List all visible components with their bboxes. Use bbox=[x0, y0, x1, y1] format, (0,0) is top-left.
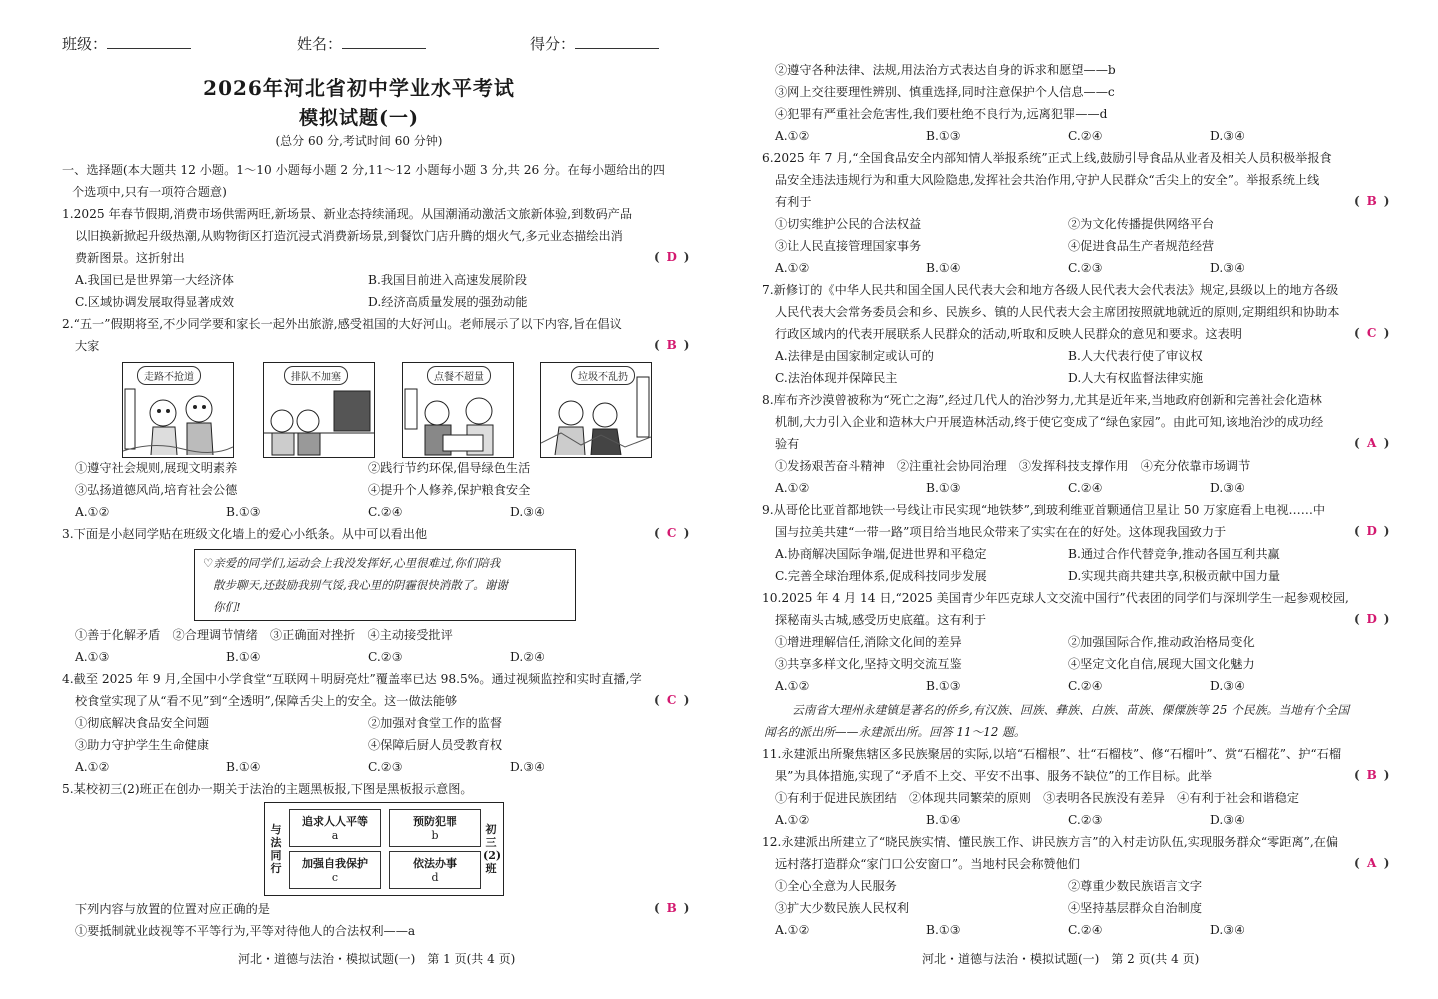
cartoon-caption: 点餐不超量 bbox=[427, 366, 491, 385]
question-text: 4.截至 2025 年 9 月,全国中小学食堂“互联网＋明厨亮灶”覆盖率已达 98.5%。通过视频监控和实时直播,学 bbox=[62, 672, 642, 686]
section-instructions: 一、选择题(本大题共 12 小题。1～10 小题每小题 2 分,11～12 小题每小题 3 分,共 26 分。在每小题给出的四 bbox=[62, 163, 665, 177]
question-text: 人民代表大会常务委员会和乡、民族乡、镇的人民代表大会主席团按照就地就近的原则,定期组织和协助本 bbox=[775, 305, 1340, 319]
option: C.②④ bbox=[1068, 129, 1103, 143]
option: A.我国已是世界第一大经济体 bbox=[75, 273, 234, 287]
note-line: 你们! bbox=[213, 600, 241, 614]
question-text: 果”为具体措施,实现了“矛盾不上交、平安不出事、服务不缺位”的工作目标。此举 bbox=[775, 769, 1212, 783]
answer-bracket: ( C ) bbox=[1354, 326, 1390, 340]
answer-bracket: ( D ) bbox=[1354, 612, 1390, 626]
option: C.②③ bbox=[368, 650, 403, 664]
question-text: 有利于 bbox=[775, 195, 812, 209]
statement-item: ①增进理解信任,消除文化间的差异 bbox=[775, 635, 962, 649]
board-side-right: 初三(2)班 bbox=[483, 823, 502, 875]
option: A.①② bbox=[775, 679, 810, 693]
option: D.③④ bbox=[1210, 923, 1246, 937]
statement-item: ②践行节约环保,倡导绿色生活 bbox=[368, 461, 531, 475]
cartoon-panel-3 bbox=[402, 362, 514, 458]
note-line: 散步聊天,还鼓励我别气馁,我心里的阴霾很快消散了。谢谢 bbox=[213, 578, 508, 592]
love-note-box bbox=[194, 549, 576, 621]
option: A.①② bbox=[775, 261, 810, 275]
class-blank[interactable] bbox=[107, 32, 191, 49]
statement-items: ①善于化解矛盾 ②合理调节情绪 ③正确面对挫折 ④主动接受批评 bbox=[75, 628, 453, 642]
option: A.①② bbox=[775, 923, 810, 937]
score-label: 得分： bbox=[530, 35, 576, 53]
question-text: 以旧换新掀起升级热潮,从购物街区打造沉浸式消费新场景,到餐饮门店升腾的烟火气,多元业态描绘出消 bbox=[75, 229, 623, 243]
answer-bracket: ( C ) bbox=[654, 693, 690, 707]
option: B.通过合作代替竞争,推动各国互利共赢 bbox=[1068, 547, 1280, 561]
exam-subtitle: 模拟试题(一) bbox=[299, 107, 419, 129]
question-text: 国与拉美共建“一带一路”项目给当地民众带来了实实在在的好处。这体现我国致力于 bbox=[775, 525, 1227, 539]
statement-item: ①彻底解决食品安全问题 bbox=[75, 716, 210, 730]
option: D.③④ bbox=[1210, 679, 1246, 693]
question-text: 6.2025 年 7 月,“全国食品安全内部知情人举报系统”正式上线,鼓励引导食品从业者及相关人员积极举报食 bbox=[762, 151, 1332, 165]
statement-item: ④促进食品生产者规范经营 bbox=[1068, 239, 1215, 253]
option: D.③④ bbox=[1210, 261, 1246, 275]
exam-page-2 bbox=[722, 0, 1438, 999]
answer-bracket: ( B ) bbox=[654, 901, 690, 915]
answer-bracket: ( A ) bbox=[1354, 436, 1390, 450]
cartoon-caption: 走路不抢道 bbox=[137, 366, 201, 385]
score-field[interactable] bbox=[530, 32, 659, 54]
option: C.区域协调发展取得显著成效 bbox=[75, 295, 235, 309]
option: B.①③ bbox=[926, 679, 961, 693]
statement-item: ①全心全意为人民服务 bbox=[775, 879, 897, 893]
answer-bracket: ( A ) bbox=[1354, 856, 1390, 870]
option: A.①② bbox=[75, 505, 110, 519]
question-text: 费新图景。这折射出 bbox=[75, 251, 185, 265]
statement-item: ④提升个人修养,保护粮食安全 bbox=[368, 483, 531, 497]
answer-bracket: ( D ) bbox=[654, 250, 690, 264]
class-label: 班级： bbox=[62, 35, 108, 53]
name-blank[interactable] bbox=[342, 32, 426, 49]
question-text: 下列内容与放置的位置对应正确的是 bbox=[75, 902, 270, 916]
option: B.①④ bbox=[926, 261, 961, 275]
board-cell-d: 依法办事 d bbox=[389, 851, 481, 889]
option: D.③④ bbox=[1210, 813, 1246, 827]
question-text: 12.永建派出所建立了“晓民族实情、懂民族工作、讲民族方言”的入村走访队伍,实现服务群众“零距离”,在偏 bbox=[762, 835, 1339, 849]
option: B.①④ bbox=[926, 813, 961, 827]
question-text: 11.永建派出所聚焦辖区多民族聚居的实际,以培“石榴根”、壮“石榴枝”、修“石榴叶”、赏“石榴花”、护“石榴 bbox=[762, 747, 1342, 761]
option: A.①② bbox=[75, 760, 110, 774]
material-intro: 云南省大理州永建镇是著名的侨乡,有汉族、回族、彝族、白族、苗族、傈僳族等 25 个民族。当地有个全国 bbox=[792, 703, 1350, 717]
option: A.①② bbox=[775, 481, 810, 495]
question-text: 5.某校初三(2)班正在创办一期关于法治的主题黑板报,下图是黑板报示意图。 bbox=[62, 782, 473, 796]
section-instructions: 个选项中,只有一项符合题意) bbox=[72, 185, 227, 199]
statement-item: ④犯罪有严重社会危害性,我们要杜绝不良行为,远离犯罪——d bbox=[775, 107, 1108, 121]
statement-item: ④坚持基层群众自治制度 bbox=[1068, 901, 1203, 915]
answer-bracket: ( D ) bbox=[1354, 524, 1390, 538]
statement-item: ③共享多样文化,坚持文明交流互鉴 bbox=[775, 657, 962, 671]
cartoon-caption: 垃圾不乱扔 bbox=[571, 366, 635, 385]
question-text: 10.2025 年 4 月 14 日,“2025 美国青少年匹克球人文交流中国行”代表团的同学们与深圳学生一起参观校园, bbox=[762, 591, 1349, 605]
answer-bracket: ( C ) bbox=[654, 526, 690, 540]
statement-item: ③让人民直接管理国家事务 bbox=[775, 239, 922, 253]
statement-item: ①切实维护公民的合法权益 bbox=[775, 217, 922, 231]
exam-info: (总分 60 分,考试时间 60 分钟) bbox=[275, 134, 443, 148]
statement-item: ①要抵制就业歧视等不平等行为,平等对待他人的合法权利——a bbox=[75, 924, 416, 938]
question-text: 远村落打造群众“家门口公安窗口”。当地村民会称赞他们 bbox=[775, 857, 1080, 871]
statement-item: ①遵守社会规则,展现文明素养 bbox=[75, 461, 238, 475]
answer-bracket: ( B ) bbox=[1354, 768, 1390, 782]
question-text: 验有 bbox=[775, 437, 800, 451]
question-text: 1.2025 年春节假期,消费市场供需两旺,新场景、新业态持续涌现。从国潮涌动激活文旅新体验,到数码产品 bbox=[62, 207, 633, 221]
question-text: 品安全违法违规行为和重大风险隐患,发挥社会共治作用,守护人民群众“舌尖上的安全”。举报系统上线 bbox=[775, 173, 1320, 187]
name-label: 姓名： bbox=[297, 35, 343, 53]
statement-items: ①有利于促进民族团结 ②体现共同繁荣的原则 ③表明各民族没有差异 ④有利于社会和谐稳定 bbox=[775, 791, 1300, 805]
cartoon-panel-2 bbox=[263, 362, 375, 458]
statement-item: ②尊重少数民族语言文字 bbox=[1068, 879, 1203, 893]
question-text: 7.新修订的《中华人民共和国全国人民代表大会和地方各级人民代表大会代表法》规定,县级以上的地方各级 bbox=[762, 283, 1339, 297]
statement-item: ②遵守各种法律、法规,用法治方式表达自身的诉求和愿望——b bbox=[775, 63, 1116, 77]
question-text: 3.下面是小赵同学贴在班级文化墙上的爱心小纸条。从中可以看出他 bbox=[62, 527, 428, 541]
question-text: 行政区域内的代表开展联系人民群众的活动,听取和反映人民群众的意见和要求。这表明 bbox=[775, 327, 1242, 341]
statement-item: ③扩大少数民族人民权利 bbox=[775, 901, 910, 915]
option: D.③④ bbox=[1210, 129, 1246, 143]
option: C.完善全球治理体系,促成科技同步发展 bbox=[775, 569, 987, 583]
answer-bracket: ( B ) bbox=[1354, 194, 1390, 208]
option: A.①② bbox=[775, 129, 810, 143]
option: B.①③ bbox=[926, 923, 961, 937]
question-text: 探秘南头古城,感受历史底蕴。这有利于 bbox=[775, 613, 987, 627]
question-text: 9.从哥伦比亚首都地铁一号线让市民实现“地铁梦”,到玻利维亚首颗通信卫星让 50 万家庭看上电视……中 bbox=[762, 503, 1326, 517]
option: B.①③ bbox=[926, 129, 961, 143]
question-text: 大家 bbox=[75, 339, 100, 353]
board-side-left: 与法同行 bbox=[270, 823, 282, 875]
option: C.②③ bbox=[368, 760, 403, 774]
option: D.②④ bbox=[510, 650, 546, 664]
option: C.②④ bbox=[1068, 679, 1103, 693]
option: D.实现共商共建共享,积极贡献中国力量 bbox=[1068, 569, 1281, 583]
statement-item: ③弘扬道德风尚,培育社会公德 bbox=[75, 483, 238, 497]
question-text: 校食堂实现了从“看不见”到“全透明”,保障舌尖上的安全。这一做法能够 bbox=[75, 694, 458, 708]
option: C.②④ bbox=[1068, 923, 1103, 937]
cartoon-panel-4 bbox=[540, 362, 652, 458]
option: C.②③ bbox=[1068, 813, 1103, 827]
option: C.法治体现并保障民主 bbox=[775, 371, 898, 385]
option: D.经济高质量发展的强劲动能 bbox=[368, 295, 528, 309]
statement-items: ①发扬艰苦奋斗精神 ②注重社会协同治理 ③发挥科技支撑作用 ④充分依靠市场调节 bbox=[775, 459, 1251, 473]
cartoon-caption: 排队不加塞 bbox=[284, 366, 348, 385]
option: B.①④ bbox=[226, 760, 261, 774]
question-text: 机制,大力引入企业和造林大户开展造林活动,终于使它变成了“绿色家园”。由此可知,该地治沙的成功经 bbox=[775, 415, 1324, 429]
option: D.人大有权监督法律实施 bbox=[1068, 371, 1204, 385]
page-footer: 河北・道德与法治・模拟试题(一) 第 2 页(共 4 页) bbox=[922, 952, 1200, 966]
board-cell-c: 加强自我保护 c bbox=[289, 851, 381, 889]
blackboard-diagram bbox=[264, 802, 504, 896]
cartoon-panel-1 bbox=[122, 362, 234, 458]
score-blank[interactable] bbox=[575, 32, 659, 49]
option: B.人大代表行使了审议权 bbox=[1068, 349, 1203, 363]
question-text: 8.库布齐沙漠曾被称为“死亡之海”,经过几代人的治沙努力,尤其是近年来,当地政府创新和完善社会化造林 bbox=[762, 393, 1322, 407]
page-footer: 河北・道德与法治・模拟试题(一) 第 1 页(共 4 页) bbox=[238, 952, 516, 966]
name-field[interactable] bbox=[297, 32, 426, 54]
option: D.③④ bbox=[510, 760, 546, 774]
option: B.我国目前进入高速发展阶段 bbox=[368, 273, 528, 287]
exam-page-1 bbox=[0, 0, 718, 999]
statement-item: ④坚定文化自信,展现大国文化魅力 bbox=[1068, 657, 1255, 671]
option: C.②④ bbox=[1068, 481, 1103, 495]
option: C.②③ bbox=[1068, 261, 1103, 275]
statement-item: ②加强国际合作,推动政治格局变化 bbox=[1068, 635, 1255, 649]
option: B.①③ bbox=[226, 505, 261, 519]
option: B.①④ bbox=[226, 650, 261, 664]
option: A.①③ bbox=[75, 650, 110, 664]
option: D.③④ bbox=[510, 505, 546, 519]
board-cell-b: 预防犯罪 b bbox=[389, 809, 481, 847]
option: C.②④ bbox=[368, 505, 403, 519]
answer-bracket: ( B ) bbox=[654, 338, 690, 352]
note-line: ♡亲爱的同学们,运动会上我没发挥好,心里很难过,你们陪我 bbox=[203, 556, 501, 570]
statement-item: ③助力守护学生生命健康 bbox=[75, 738, 210, 752]
option: A.协商解决国际争端,促进世界和平稳定 bbox=[775, 547, 987, 561]
statement-item: ③网上交往要理性辨别、慎重选择,同时注意保护个人信息——c bbox=[775, 85, 1115, 99]
material-intro: 闻名的派出所——永建派出所。回答 11～12 题。 bbox=[764, 725, 1026, 739]
option: D.③④ bbox=[1210, 481, 1246, 495]
option: A.①② bbox=[775, 813, 810, 827]
board-cell-a: 追求人人平等 a bbox=[289, 809, 381, 847]
exam-title: 2026年河北省初中学业水平考试 bbox=[203, 76, 515, 100]
statement-item: ②加强对食堂工作的监督 bbox=[368, 716, 503, 730]
statement-item: ④保障后厨人员受教育权 bbox=[368, 738, 503, 752]
option: A.法律是由国家制定或认可的 bbox=[775, 349, 934, 363]
option: B.①③ bbox=[926, 481, 961, 495]
class-field[interactable] bbox=[62, 32, 191, 54]
statement-item: ②为文化传播提供网络平台 bbox=[1068, 217, 1215, 231]
question-text: 2.“五一”假期将至,不少同学要和家长一起外出旅游,感受祖国的大好河山。老师展示了以下内容,旨在倡议 bbox=[62, 317, 622, 331]
